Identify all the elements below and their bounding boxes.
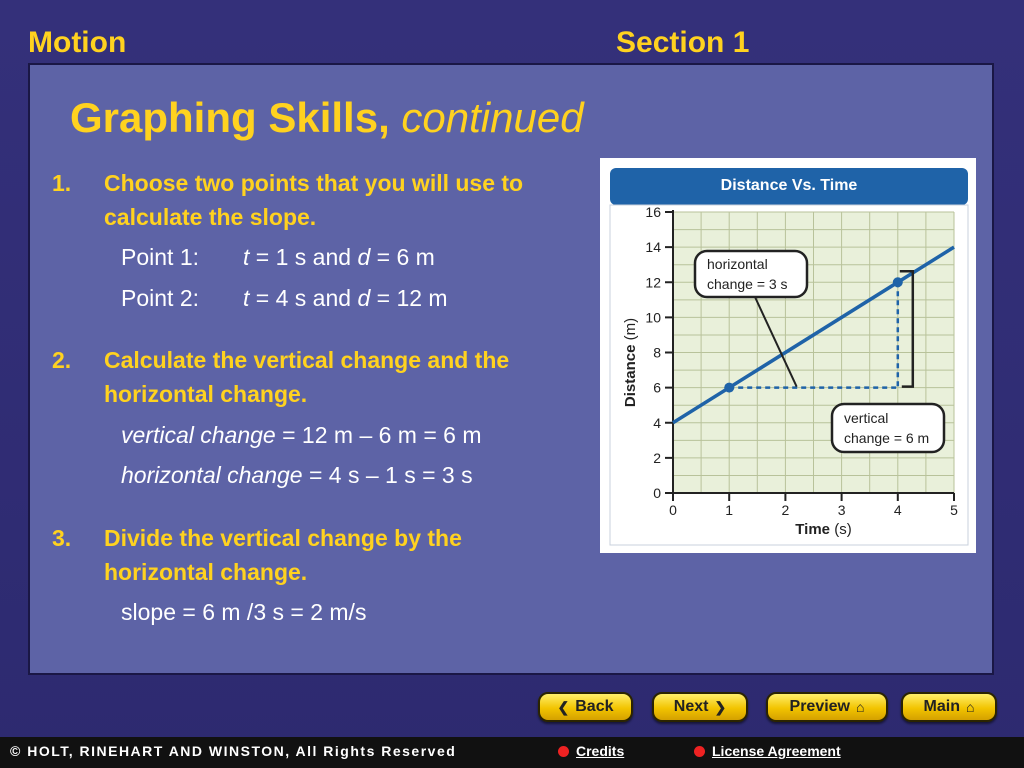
y-axis-unit: (m) <box>622 317 639 345</box>
y-tick-label: 2 <box>653 449 661 466</box>
x-tick-label: 3 <box>837 502 846 518</box>
x-tick-label: 4 <box>893 502 902 518</box>
credits-link[interactable] <box>558 743 624 759</box>
x-tick-label: 0 <box>669 502 677 518</box>
license-link[interactable] <box>694 743 841 759</box>
horizontal-callout-line1: horizontal <box>707 256 768 272</box>
chart-svg <box>600 158 976 553</box>
next-label: Next <box>673 698 709 715</box>
point-2-t: t <box>243 285 250 311</box>
distance-time-chart <box>600 158 976 553</box>
y-tick-label: 8 <box>653 344 661 361</box>
chart-title: Distance Vs. Time <box>720 177 858 194</box>
credits-label: Credits <box>576 743 625 759</box>
horizontal-change-line <box>121 462 473 489</box>
point-2-line <box>121 285 448 312</box>
x-tick-label: 1 <box>725 502 734 518</box>
slide-title <box>70 94 584 142</box>
step-text: Choose two points that you will use to calculate the slope. <box>104 170 524 230</box>
y-tick-label: 12 <box>645 274 661 291</box>
point-1-d: d <box>357 244 371 270</box>
main-button[interactable] <box>901 692 997 722</box>
chevron-right-icon: ❯ <box>714 698 727 715</box>
vertical-change-value: = 12 m – 6 m = 6 m <box>275 422 482 448</box>
step-number: 1. <box>52 170 72 196</box>
y-tick-label: 6 <box>653 379 661 396</box>
home-icon: ⌂ <box>965 699 975 715</box>
back-label: Back <box>575 698 614 715</box>
home-icon: ⌂ <box>856 699 865 715</box>
license-label: License Agreement <box>712 743 841 759</box>
section-title: Section 1 <box>616 26 750 59</box>
y-tick-label: 16 <box>645 204 661 220</box>
point-2-mid: = 4 s and <box>249 285 358 311</box>
point-1-t: t <box>243 244 250 270</box>
horizontal-change-label: horizontal change <box>121 462 303 488</box>
main-label: Main <box>923 698 960 715</box>
horizontal-change-value: = 4 s – 1 s = 3 s <box>302 462 473 488</box>
y-tick-label: 4 <box>653 414 661 431</box>
vertical-change-label: vertical change <box>121 422 276 448</box>
data-point <box>893 277 903 287</box>
step-text: Calculate the vertical change and the horizontal change. <box>104 347 510 407</box>
horizontal-callout-line2: change = 3 s <box>707 276 788 292</box>
bullet-icon <box>694 746 705 757</box>
point-1-label: Point 1: <box>121 244 199 270</box>
back-button[interactable] <box>538 692 633 722</box>
data-point <box>724 383 734 393</box>
point-2-label: Point 2: <box>121 285 199 311</box>
vertical-callout-line2: change = 6 m <box>844 430 930 446</box>
x-tick-label: 2 <box>781 502 790 518</box>
point-2-end: = 12 m <box>370 285 448 311</box>
chevron-left-icon: ❮ <box>557 698 570 715</box>
vertical-change-line <box>121 422 482 449</box>
point-2-d: d <box>357 285 371 311</box>
y-tick-label: 0 <box>653 485 661 501</box>
x-axis-label: Time <box>795 521 831 538</box>
slope-line: slope = 6 m /3 s = 2 m/s <box>121 599 367 625</box>
title-italic: continued <box>401 94 584 141</box>
chapter-title: Motion <box>28 26 127 59</box>
step-number: 2. <box>52 347 72 373</box>
copyright-text: © HOLT, RINEHART AND WINSTON, All Rights Reserved <box>10 743 457 759</box>
next-button[interactable] <box>652 692 748 722</box>
bullet-icon <box>558 746 569 757</box>
preview-label: Preview <box>789 698 850 715</box>
vertical-callout-line1: vertical <box>844 410 889 426</box>
y-tick-label: 10 <box>645 309 661 326</box>
point-1-line <box>121 244 435 271</box>
y-axis-label: Distance <box>622 344 639 408</box>
step-number: 3. <box>52 525 72 551</box>
step-text: Divide the vertical change by the horizontal change. <box>104 525 462 585</box>
y-axis-title <box>622 318 639 407</box>
point-1-end: = 6 m <box>370 244 435 270</box>
x-tick-label: 5 <box>950 502 958 518</box>
title-main: Graphing Skills, <box>70 94 390 141</box>
x-axis-title <box>795 521 851 538</box>
x-axis-unit: (s) <box>830 521 852 538</box>
preview-button[interactable] <box>766 692 888 722</box>
y-tick-label: 14 <box>645 239 661 256</box>
point-1-mid: = 1 s and <box>249 244 358 270</box>
